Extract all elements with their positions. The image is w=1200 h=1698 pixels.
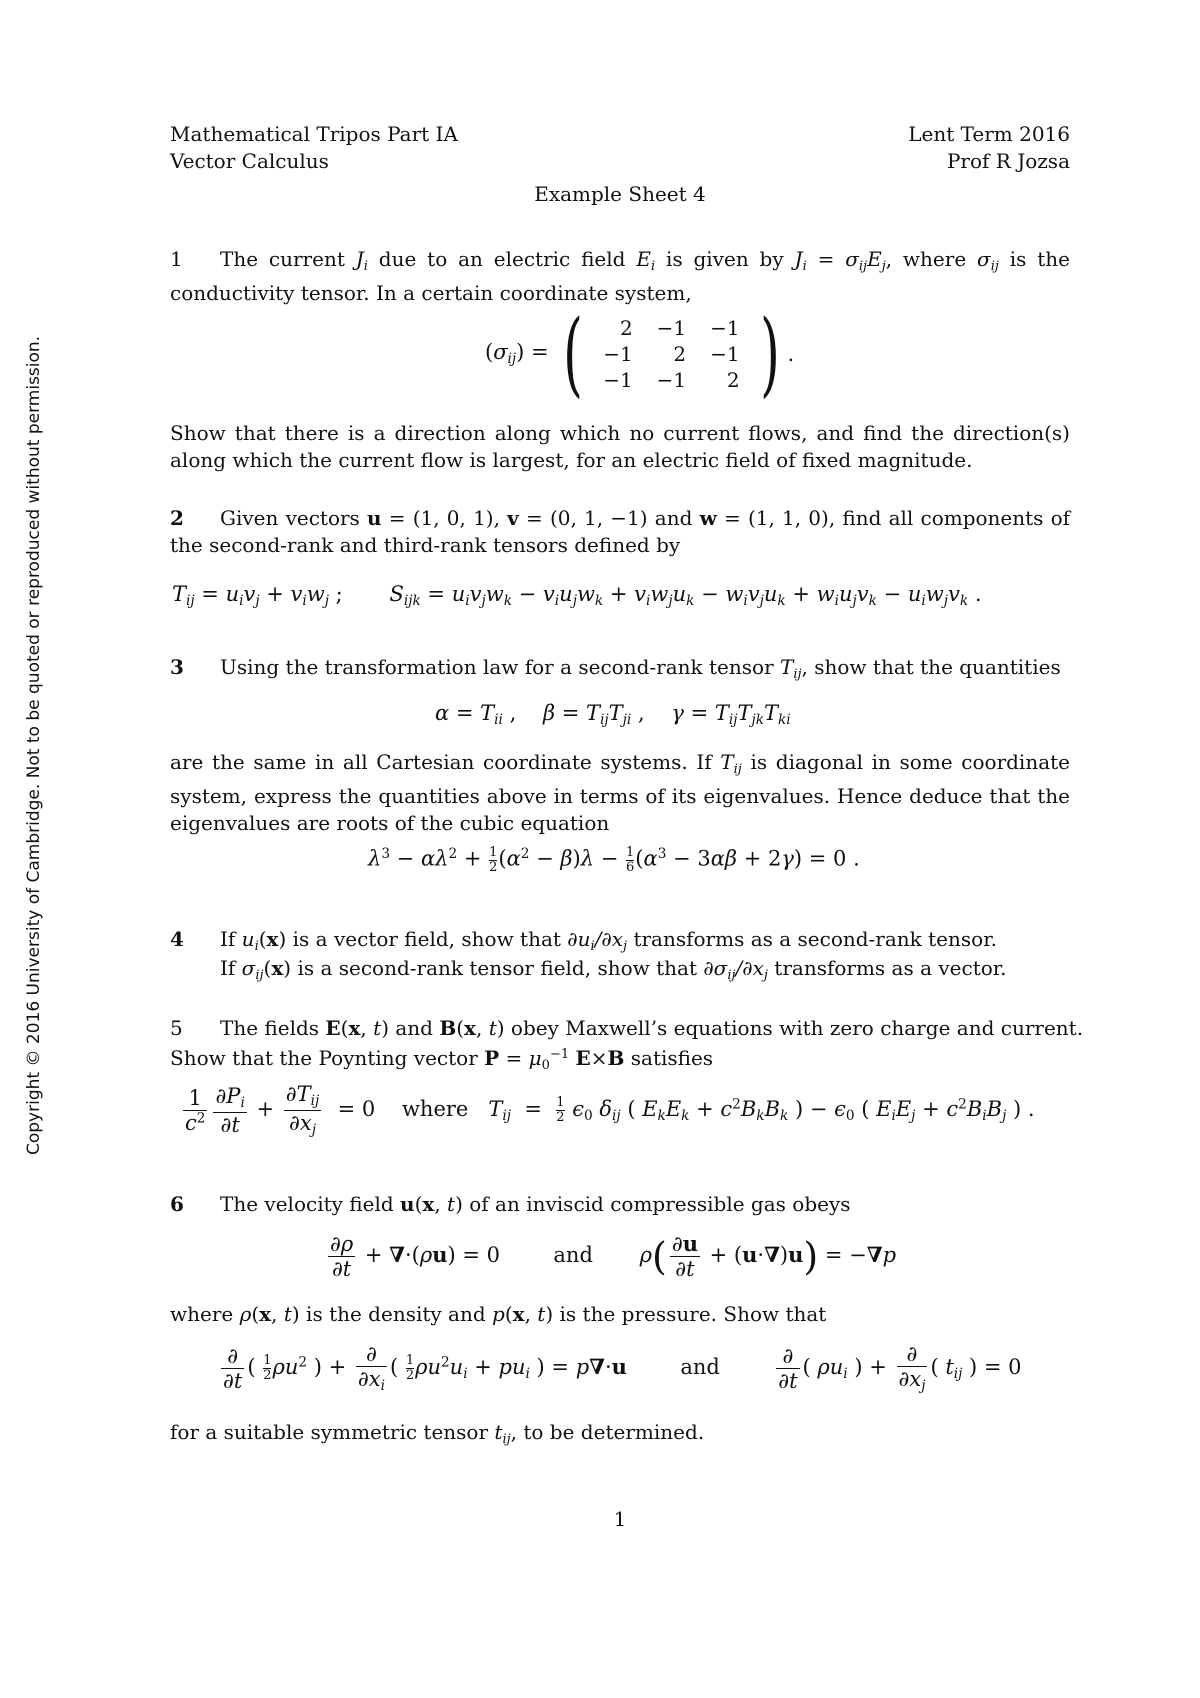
question-number: 5 <box>170 1016 183 1040</box>
energy-momentum-equations: $\frac{\partial}{\partial t}$ ( $\frac{1}{2}$ $\rho u^2$ ) + $\frac{\partial}{\partial x_i}$ ( $\frac{1}{2}$ $\rho u^2u_i + pu_i$ ) = p∇·u and $\frac{\partial}{\partial t}$ ( $\rho u_i$ ) + $\frac{\partial}{\partial x_j}$ ( $t_{ij}$ ) = 0 <box>223 1342 1022 1395</box>
gas-equations: $\frac{\partial\rho}{\partial t}$ + ∇·(ρu) = 0 and ρ( $\frac{\partial u}{\partial t}$ + (u·∇)u) = −∇p <box>330 1231 897 1282</box>
lecturer-name: Prof R Jozsa <box>946 149 1070 173</box>
question-number: 3 <box>170 655 184 679</box>
question-number: 4 <box>170 927 184 951</box>
subject-title: Vector Calculus <box>170 149 329 173</box>
course-title: Mathematical Tripos Part IA <box>170 122 458 146</box>
tensor-definitions: $T_{ij} = u_iv_j + v_iw_j$ ; $S_{ijk} = u_iv_jw_k - v_iu_jw_k + v_iw_ju_k - w_iv_ju_k + w_iu_jv_k - u_iw_jv_k$ . <box>172 582 982 610</box>
copyright-sidebar <box>24 335 50 1175</box>
sheet-title: Example Sheet 4 <box>534 182 706 206</box>
matrix-table: 2 −1 −1 −1 2 −1 −1 −1 2 <box>603 316 740 392</box>
page-number: 1 <box>613 1507 627 1531</box>
term-label: Lent Term 2016 <box>908 122 1070 146</box>
question-1: 1 The current $J_i$ due to an electric field $E_i$ is given by $J_i = \sigma_{ij}E_j$, where $\sigma_{ij}$ is the conductivity tensor. In a certain coordinate system, <box>170 247 1071 305</box>
question-6-line-3: for a suitable symmetric tensor $t_{ij}$, to be determined. <box>170 1420 705 1447</box>
copyright-text: Copyright © 2016 University of Cambridge. Not to be quoted or reproduced without permission. <box>24 335 44 1155</box>
question-5-line-1: 5 The fields E(x, t) and B(x, t) obey Maxwell’s equations with zero charge and current. <box>170 1016 1084 1040</box>
question-3: 3 Using the transformation law for a second-rank tensor $T_{ij}$, show that the quantities <box>170 655 1061 682</box>
question-number: 6 <box>170 1192 184 1216</box>
question-5-line-2: Show that the Poynting vector $P = \mu_0^{-1}$ E×B satisfies <box>170 1046 714 1074</box>
question-4-line-1: 4 If $u_i(x)$ is a vector field, show that $\partial u_i/\partial x_j$ transforms as a second-rank tensor. <box>170 927 997 954</box>
question-3-followup: are the same in all Cartesian coordinate systems. If $T_{ij}$ is diagonal in some coordinate system, express the quantities above in terms of its eigenvalues. Hence deduce that the eigenvalues are roots of the cubic equation <box>170 750 1071 835</box>
question-6-line-2: where ρ(x, t) is the density and p(x, t) is the pressure. Show that <box>170 1302 827 1326</box>
question-number: 2 <box>170 506 184 530</box>
question-1-followup: Show that there is a direction along which no current flows, and find the direction(s) along which the current flow is largest, for an electric field of fixed magnitude. <box>170 421 1070 472</box>
poynting-equation: $\frac{1}{c^2}$ $\frac{\partial P_i}{\partial t}$ + $\frac{\partial T_{ij}}{\partial x_j}$ = 0 where $T_{ij}$ = $\frac{1}{2}$ $\epsilon_0$ $\delta_{ij}$ ( $E_kE_k + c^2B_kB_k$ ) − $\epsilon_0$ ( $E_iE_j + c^2B_iB_j$ ) . <box>185 1082 1035 1138</box>
question-number: 1 <box>170 247 183 271</box>
question-6-line-1: 6 The velocity field u(x, t) of an inviscid compressible gas obeys <box>170 1192 851 1216</box>
conductivity-matrix: $(\sigma_{ij})$ = ( 2 −1 −1 −1 2 −1 −1 −1 2 ) . <box>485 300 795 407</box>
question-2: 2 Given vectors u = (1, 0, 1), v = (0, 1, −1) and w = (1, 1, 0), find all components of the second-rank and third-rank tensors defined by <box>170 506 1071 557</box>
question-4-line-2: If $\sigma_{ij}(x)$ is a second-rank tensor field, show that $\partial\sigma_{ij}/\partial x_j$ transforms as a vector. <box>220 956 1007 983</box>
invariants-equation: $\alpha = T_{ii}$ , $\beta = T_{ij}T_{ji}$ , $\gamma = T_{ij}T_{jk}T_{ki}$ <box>435 701 791 729</box>
cubic-equation: $\lambda^3 - \alpha\lambda^2$ + $\frac{1}{2}$ $(\alpha^2 - \beta)\lambda$ − $\frac{1}{6}$ $(\alpha^3 - 3\alpha\beta + 2\gamma) = 0$ . <box>368 845 860 875</box>
